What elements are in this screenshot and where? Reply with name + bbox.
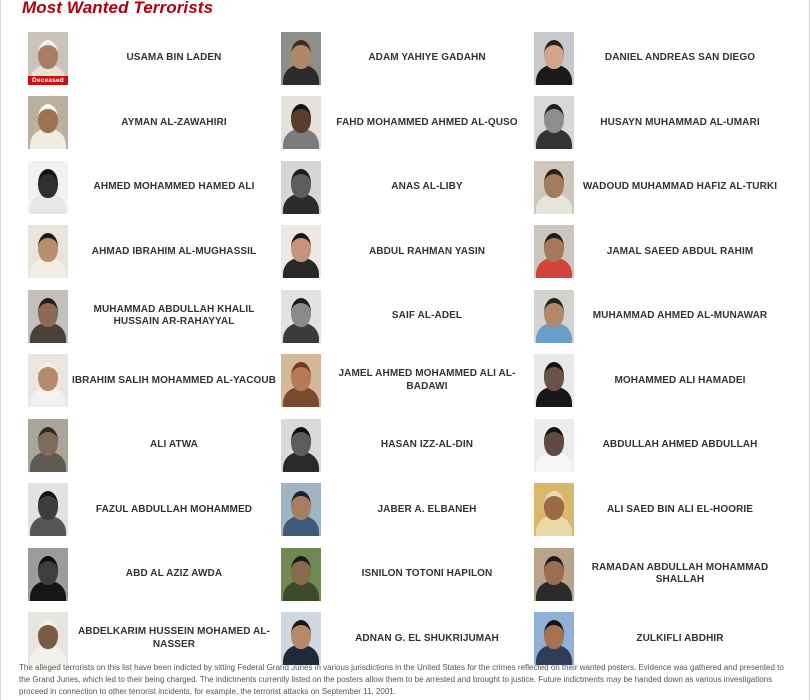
mugshot-photo[interactable] bbox=[281, 161, 321, 214]
photo-face bbox=[38, 620, 58, 649]
photo-face bbox=[544, 620, 564, 649]
photo-face bbox=[291, 362, 311, 391]
photo-face bbox=[544, 169, 564, 198]
entry-name-link[interactable]: IBRAHIM SALIH MOHAMMED AL-YACOUB bbox=[71, 374, 277, 386]
entry-name-link[interactable]: AYMAN AL-ZAWAHIRI bbox=[121, 116, 227, 128]
photo-face bbox=[291, 298, 311, 327]
wanted-entry[interactable] bbox=[28, 91, 281, 156]
wanted-entry[interactable] bbox=[534, 542, 787, 607]
page-title: Most Wanted Terrorists bbox=[22, 0, 214, 17]
entry-name-link[interactable]: MUHAMMAD ABDULLAH KHALIL HUSSAIN AR-RAHAYYAL bbox=[93, 303, 255, 328]
entry-name-link[interactable]: JABER A. ELBANEH bbox=[377, 503, 477, 515]
mugshot-photo[interactable] bbox=[28, 612, 68, 665]
mugshot-photo[interactable] bbox=[534, 290, 574, 343]
deceased-badge: Deceased bbox=[28, 76, 68, 85]
mugshot-photo[interactable] bbox=[534, 612, 574, 665]
wanted-entry[interactable] bbox=[281, 155, 534, 220]
wanted-entry[interactable] bbox=[534, 349, 787, 414]
entry-name-link[interactable]: FAHD MOHAMMED AHMED AL-QUSO bbox=[336, 116, 518, 128]
photo-face bbox=[38, 298, 58, 327]
wanted-entry[interactable] bbox=[534, 91, 787, 156]
entry-name-link[interactable]: SAIF AL-ADEL bbox=[391, 310, 463, 321]
wanted-entry[interactable] bbox=[28, 284, 281, 349]
wanted-entry[interactable] bbox=[534, 26, 787, 91]
photo-face bbox=[38, 40, 58, 69]
wanted-entry[interactable] bbox=[534, 478, 787, 543]
entry-name-link[interactable]: ABD AL AZIZ AWDA bbox=[125, 568, 223, 579]
wanted-entry[interactable] bbox=[534, 284, 787, 349]
entry-name-link[interactable]: ALI SAED BIN ALI EL-HOORIE bbox=[606, 503, 754, 515]
mugshot-photo[interactable] bbox=[534, 419, 574, 472]
disclaimer-footnote: The alleged terrorists on this list have been indicted by sitting Federal Grand Juries in various jurisdictions in the United States for the crimes reflected on their wanted posters. Evidence was gathered and presented to the Grand Juries, which led to their being charged. The indictments currently listed on the posters allow them to be arrested and brought to justice. Future indictments may be handed down as various investigations proceed in connection to other terrorist incidents, for example, the terrorist attacks on September 11, 2001. bbox=[19, 663, 784, 696]
photo-face bbox=[544, 298, 564, 327]
photo-face bbox=[544, 233, 564, 262]
mugshot-photo[interactable] bbox=[534, 32, 574, 85]
wanted-entry[interactable] bbox=[534, 155, 787, 220]
photo-face bbox=[291, 169, 311, 198]
wanted-entry[interactable] bbox=[534, 413, 787, 478]
entry-name-link[interactable]: ABDELKARIM HUSSEIN MOHAMED AL-NASSER bbox=[77, 626, 271, 650]
mugshot-photo[interactable] bbox=[28, 96, 68, 149]
mugshot-photo[interactable] bbox=[281, 548, 321, 601]
mugshot-photo[interactable] bbox=[534, 483, 574, 536]
wanted-entry[interactable] bbox=[281, 284, 534, 349]
wanted-entry[interactable] bbox=[281, 542, 534, 607]
entry-name-link[interactable]: WADOUD MUHAMMAD HAFIZ AL-TURKI bbox=[582, 181, 778, 192]
mugshot-photo[interactable] bbox=[281, 290, 321, 343]
photo-face bbox=[544, 362, 564, 391]
mugshot-photo[interactable] bbox=[281, 612, 321, 665]
mugshot-photo[interactable] bbox=[28, 32, 68, 85]
wanted-entry[interactable] bbox=[28, 478, 281, 543]
wanted-entry[interactable] bbox=[28, 413, 281, 478]
entry-name-link[interactable]: JAMEL AHMED MOHAMMED ALI AL-BADAWI bbox=[338, 368, 516, 392]
entry-name-link[interactable]: ALI ATWA bbox=[149, 439, 198, 450]
mugshot-photo[interactable] bbox=[28, 225, 68, 278]
entry-name-link[interactable]: ABDULLAH AHMED ABDULLAH bbox=[602, 439, 758, 450]
entry-name-link[interactable]: ISNILON TOTONI HAPILON bbox=[361, 568, 493, 579]
mugshot-photo[interactable] bbox=[28, 290, 68, 343]
wanted-grid bbox=[28, 26, 794, 671]
mugshot-photo[interactable] bbox=[534, 161, 574, 214]
entry-name-link[interactable]: JAMAL SAEED ABDUL RAHIM bbox=[606, 245, 754, 257]
photo-face bbox=[38, 491, 58, 520]
mugshot-photo[interactable] bbox=[281, 354, 321, 407]
photo-face bbox=[38, 427, 58, 456]
mugshot-photo[interactable] bbox=[281, 225, 321, 278]
mugshot-photo[interactable] bbox=[28, 161, 68, 214]
entry-name-link[interactable]: ZULKIFLI ABDHIR bbox=[636, 632, 724, 644]
photo-face bbox=[38, 169, 58, 198]
mugshot-photo[interactable] bbox=[281, 419, 321, 472]
wanted-entry[interactable] bbox=[28, 26, 281, 91]
photo-face bbox=[544, 491, 564, 520]
wanted-entry[interactable] bbox=[281, 26, 534, 91]
photo-face bbox=[38, 233, 58, 262]
photo-face bbox=[291, 427, 311, 456]
entry-name-link[interactable]: ADNAN G. EL SHUKRIJUMAH bbox=[355, 632, 499, 644]
entry-name-link[interactable]: AHMED MOHAMMED HAMED ALI bbox=[93, 181, 255, 192]
entry-name-link[interactable]: DANIEL ANDREAS SAN DIEGO bbox=[604, 52, 756, 63]
entry-name-link[interactable]: ADAM YAHIYE GADAHN bbox=[368, 52, 486, 63]
photo-face bbox=[291, 556, 311, 585]
entry-name-link[interactable]: MUHAMMAD AHMED AL-MUNAWAR bbox=[592, 310, 768, 321]
entry-name-link[interactable]: ABDUL RAHMAN YASIN bbox=[368, 245, 486, 257]
mugshot-photo[interactable] bbox=[281, 483, 321, 536]
photo-face bbox=[291, 491, 311, 520]
wanted-entry[interactable] bbox=[534, 220, 787, 285]
wanted-entry[interactable] bbox=[281, 349, 534, 414]
entry-name-link[interactable]: MOHAMMED ALI HAMADEI bbox=[614, 374, 746, 386]
mugshot-photo[interactable] bbox=[281, 96, 321, 149]
mugshot-photo[interactable] bbox=[28, 483, 68, 536]
wanted-entry[interactable] bbox=[28, 349, 281, 414]
entry-name-link[interactable]: RAMADAN ABDULLAH MOHAMMAD SHALLAH bbox=[591, 561, 769, 586]
wanted-entry[interactable] bbox=[28, 220, 281, 285]
mugshot-photo[interactable] bbox=[534, 548, 574, 601]
wanted-entry[interactable] bbox=[281, 413, 534, 478]
photo-face bbox=[38, 362, 58, 391]
mugshot-photo[interactable] bbox=[534, 96, 574, 149]
photo-face bbox=[291, 620, 311, 649]
photo-face bbox=[544, 104, 564, 133]
entry-name-link[interactable]: ANAS AL-LIBY bbox=[391, 181, 463, 192]
photo-face bbox=[291, 40, 311, 69]
photo-face bbox=[38, 104, 58, 133]
mugshot-photo[interactable] bbox=[534, 225, 574, 278]
mugshot-photo[interactable] bbox=[534, 354, 574, 407]
entry-name-link[interactable]: AHMAD IBRAHIM AL-MUGHASSIL bbox=[91, 245, 257, 257]
photo-face bbox=[291, 233, 311, 262]
photo-face bbox=[38, 556, 58, 585]
entry-name-link[interactable]: HUSAYN MUHAMMAD AL-UMARI bbox=[600, 116, 760, 128]
mugshot-photo[interactable] bbox=[28, 548, 68, 601]
mugshot-photo[interactable] bbox=[28, 419, 68, 472]
entry-name-link[interactable]: HASAN IZZ-AL-DIN bbox=[380, 439, 474, 450]
photo-face bbox=[544, 427, 564, 456]
entry-name-link[interactable]: FAZUL ABDULLAH MOHAMMED bbox=[95, 503, 253, 515]
wanted-entry[interactable] bbox=[281, 220, 534, 285]
photo-face bbox=[544, 40, 564, 69]
wanted-entry[interactable] bbox=[28, 155, 281, 220]
wanted-entry[interactable] bbox=[28, 542, 281, 607]
mugshot-photo[interactable] bbox=[28, 354, 68, 407]
wanted-entry[interactable] bbox=[281, 478, 534, 543]
entry-name-link[interactable]: USAMA BIN LADEN bbox=[126, 52, 222, 63]
photo-face bbox=[291, 104, 311, 133]
wanted-entry[interactable] bbox=[281, 91, 534, 156]
photo-face bbox=[544, 556, 564, 585]
mugshot-photo[interactable] bbox=[281, 32, 321, 85]
